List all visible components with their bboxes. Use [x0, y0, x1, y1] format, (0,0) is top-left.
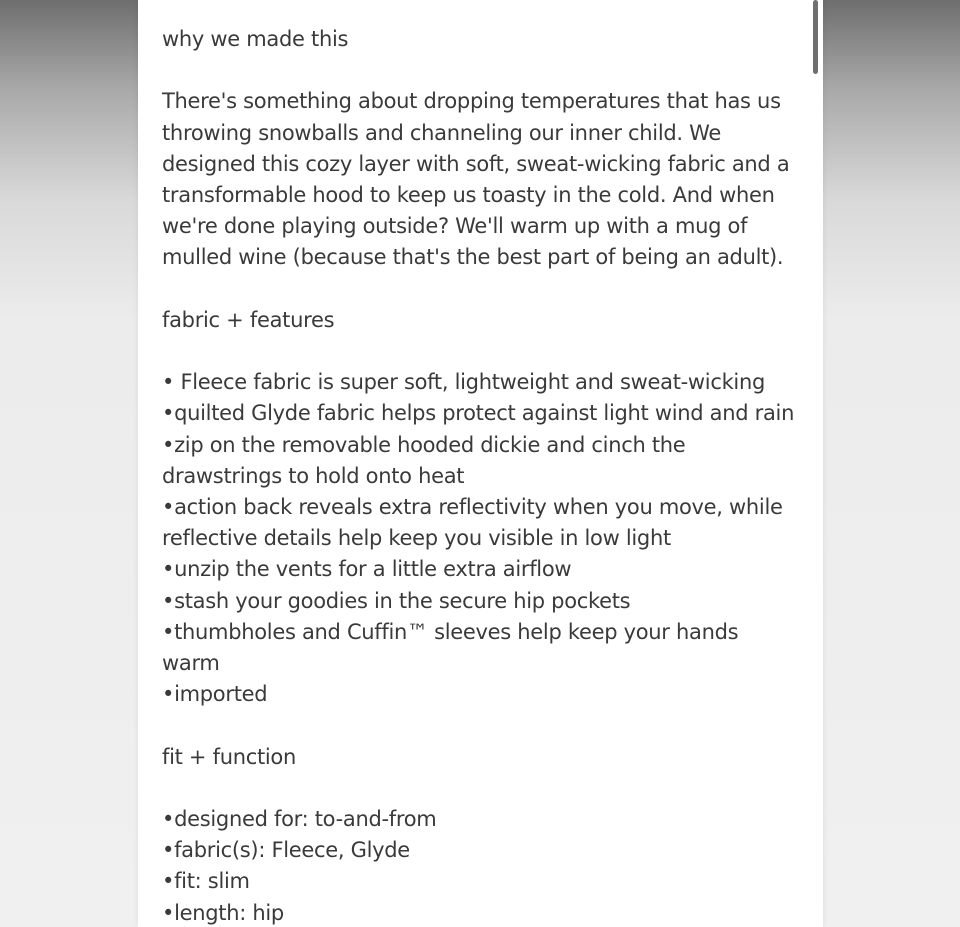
feature-item: •thumbholes and Cuffin™ sleeves help keep your hands warm: [162, 619, 739, 676]
description-content: [162, 24, 802, 927]
feature-item: • Fleece fabric is super soft, lightweight and sweat-wicking: [162, 370, 766, 395]
why-we-made-this-paragraph: There's something about dropping temperatures that has us throwing snowballs and channeling our inner child. We designed this cozy layer with soft, sweat-wicking fabric and a transformable hood to keep us toasty in the cold. And when we're done playing outside? We'll warm up with a mug of mulled wine (because that's the best part of being an adult).: [162, 89, 790, 270]
fit-function-heading: fit + function: [162, 744, 296, 769]
spacer: [162, 773, 802, 804]
feature-item: •quilted Glyde fabric helps protect against light wind and rain: [162, 401, 795, 426]
feature-item: •action back reveals extra reflectivity when you move, while reflective details help keep you visible in low light: [162, 495, 783, 551]
fabric-features-heading: fabric + features: [162, 307, 335, 332]
product-description-panel: [138, 0, 823, 927]
fit-item: •fit: slim: [162, 869, 250, 894]
spacer: [162, 336, 802, 367]
scrollbar-thumb[interactable]: [813, 0, 818, 74]
spacer: [162, 55, 802, 86]
fit-item: •designed for: to-and-from: [162, 807, 437, 831]
spacer: [162, 710, 802, 741]
vertical-scrollbar[interactable]: [808, 0, 820, 927]
feature-item: •stash your goodies in the secure hip pockets: [162, 588, 631, 613]
fit-item: •length: hip: [162, 900, 284, 925]
feature-item: •zip on the removable hooded dickie and cinch the drawstrings to hold onto heat: [162, 432, 686, 488]
feature-item: •unzip the vents for a little extra airflow: [162, 557, 572, 582]
fit-item: •fabric(s): Fleece, Glyde: [162, 838, 410, 863]
why-we-made-this-heading: why we made this: [162, 27, 349, 51]
feature-item: •imported: [162, 682, 268, 707]
spacer: [162, 274, 802, 305]
